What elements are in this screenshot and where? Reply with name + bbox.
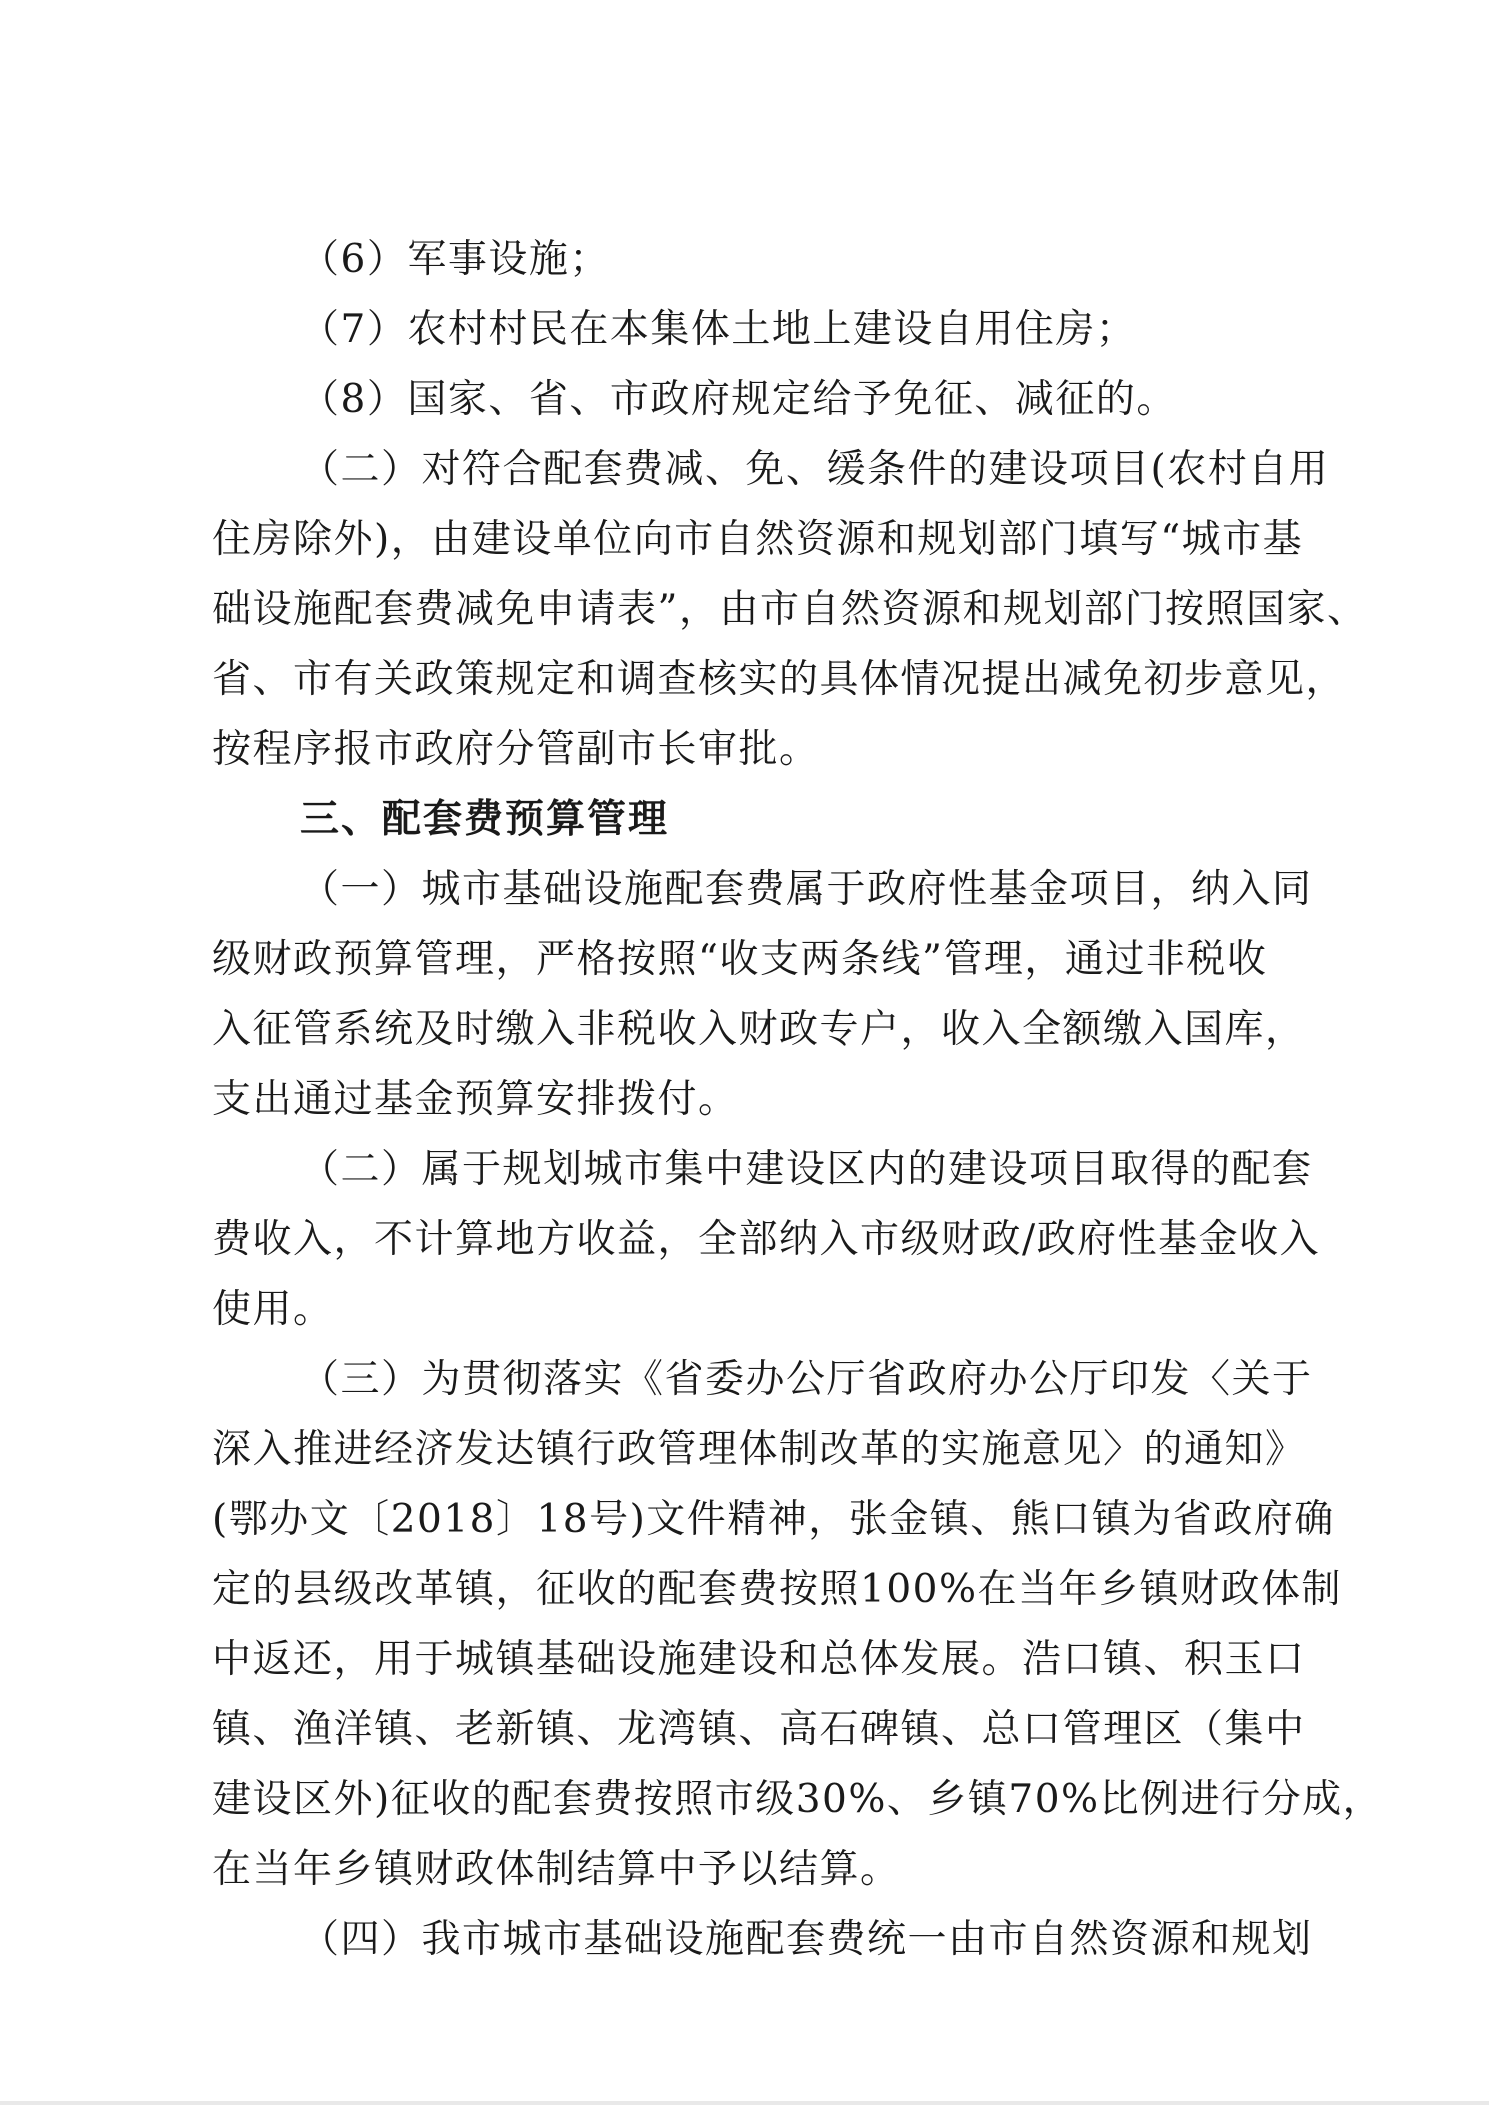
paragraph-line: 入征管系统及时缴入非税收入财政专户，收入全额缴入国库， [212,1007,1306,1052]
item-7: （7）农村村民在本集体土地上建设自用住房； [300,307,1137,352]
paragraph-line: 在当年乡镇财政体制结算中予以结算。 [212,1847,901,1892]
scan-bottom-edge [0,2101,1489,2105]
paragraph-line: （四）我市城市基础设施配套费统一由市自然资源和规划 [300,1917,1313,1962]
paragraph-line: 深入推进经济发达镇行政管理体制改革的实施意见〉的通知》 [212,1427,1306,1472]
paragraph-line: （一）城市基础设施配套费属于政府性基金项目，纳入同 [300,867,1313,912]
paragraph-line: 按程序报市政府分管副市长审批。 [212,727,820,772]
item-8: （8）国家、省、市政府规定给予免征、减征的。 [300,377,1177,422]
paragraph-line: 镇、渔洋镇、老新镇、龙湾镇、高石碑镇、总口管理区（集中 [212,1707,1306,1752]
paragraph-line: 省、市有关政策规定和调查核实的具体情况提出减免初步意见， [212,657,1347,702]
paragraph-line: 级财政预算管理，严格按照“收支两条线”管理，通过非税收 [212,937,1268,982]
paragraph-line: (鄂办文〔2018〕18号)文件精神，张金镇、熊口镇为省政府确 [212,1497,1335,1542]
paragraph-line: 础设施配套费减免申请表”，由市自然资源和规划部门按照国家、 [212,587,1368,632]
paragraph-line: （三）为贯彻落实《省委办公厅省政府办公厅印发〈关于 [300,1357,1313,1402]
paragraph-line: 中返还，用于城镇基础设施建设和总体发展。浩口镇、积玉口 [212,1637,1306,1682]
paragraph-line: 支出通过基金预算安排拨付。 [212,1077,739,1122]
paragraph-line: 住房除外)，由建设单位向市自然资源和规划部门填写“城市基 [212,517,1304,562]
paragraph-line: （二）属于规划城市集中建设区内的建设项目取得的配套 [300,1147,1313,1192]
paragraph-line: （二）对符合配套费减、免、缓条件的建设项目(农村自用 [300,447,1330,492]
paragraph-line: 费收入，不计算地方收益，全部纳入市级财政/政府性基金收入 [212,1217,1321,1262]
item-6: （6）军事设施； [300,237,610,282]
paragraph-line: 使用。 [212,1287,334,1332]
paragraph-line: 定的县级改革镇，征收的配套费按照100%在当年乡镇财政体制 [212,1567,1342,1612]
paragraph-line: 建设区外)征收的配套费按照市级30%、乡镇70%比例进行分成， [212,1777,1384,1822]
section-heading: 三、配套费预算管理 [300,797,670,842]
